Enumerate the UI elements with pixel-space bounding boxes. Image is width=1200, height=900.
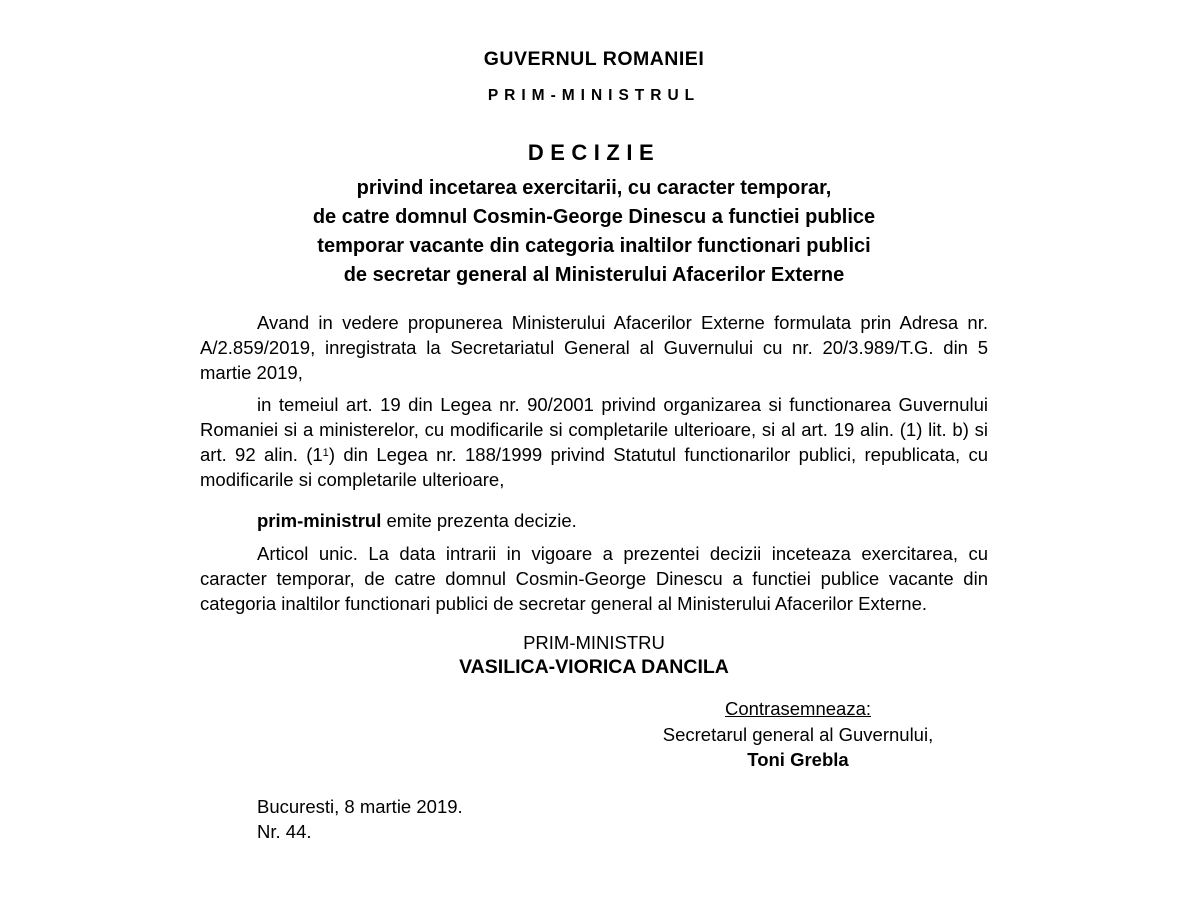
title-line-4: de secretar general al Ministerului Afacerilor Externe xyxy=(343,264,845,286)
title-line-2: de catre domnul Cosmin-George Dinescu a functiei publice xyxy=(312,206,876,228)
pm-name: VASILICA-VIORICA DANCILA xyxy=(459,656,729,678)
countersign-role: Secretarul general al Guvernului, xyxy=(662,723,934,745)
document-title xyxy=(200,174,988,290)
institution-name: PRIM-MINISTRUL xyxy=(487,87,701,104)
title-line-1: privind incetarea exercitarii, cu caracter temporar, xyxy=(356,177,832,199)
recital-proposal: Avand in vedere propunerea Ministerului Afacerilor Externe formulata prin Adresa nr. A/2.859/2019, inregistrata la Secretariatul General al Guvernului cu nr. 20/3.989/T.G. din 5 martie 2019, xyxy=(200,312,988,383)
enactment-text: emite prezenta decizie. xyxy=(381,510,577,531)
countersign-block xyxy=(598,696,998,773)
enactment-clause xyxy=(200,508,988,533)
enactment-issuer: prim-ministrul xyxy=(257,510,382,531)
countersign-label: Contrasemneaza: xyxy=(724,698,872,719)
article-unique: Articol unic. La data intrarii in vigoare a prezentei decizii inceteaza exercitarea, cu caracter temporar, de catre domnul Cosmin-George Dinescu a functiei publice vacante din categoria inaltilor functionari publici de secretar general al Ministerului Afacerilor Externe. xyxy=(200,543,988,614)
legal-basis-text-end: ) din Legea nr. 188/1999 privind Statutul functionarilor publici, republicata, cu modificarile si completarile ulterioare, xyxy=(200,444,988,490)
countersign-name: Toni Grebla xyxy=(747,749,849,770)
recital-legal-basis xyxy=(200,392,988,492)
title-line-3: temporar vacante din categoria inaltilor functionari publici xyxy=(317,235,871,257)
place-date: Bucuresti, 8 martie 2019. xyxy=(257,795,463,817)
superscript-index: 1 xyxy=(322,447,329,459)
pm-title: PRIM-MINISTRU xyxy=(523,632,665,653)
org-name: GUVERNUL ROMANIEI xyxy=(483,48,705,70)
document-type: DECIZIE xyxy=(527,140,661,165)
decision-number: Nr. 44. xyxy=(257,820,312,842)
footer-block xyxy=(257,794,988,844)
pm-signature-block xyxy=(200,630,988,680)
legal-basis-text-start: in temeiul art. 19 din Legea nr. 90/2001 privind organizarea si functionarea Guvernului Romaniei si a ministerelor, cu modificarile si completarile ulterioare, si al art. 19 alin. (1) lit. b) si art. 92 alin. (1 xyxy=(200,394,988,465)
